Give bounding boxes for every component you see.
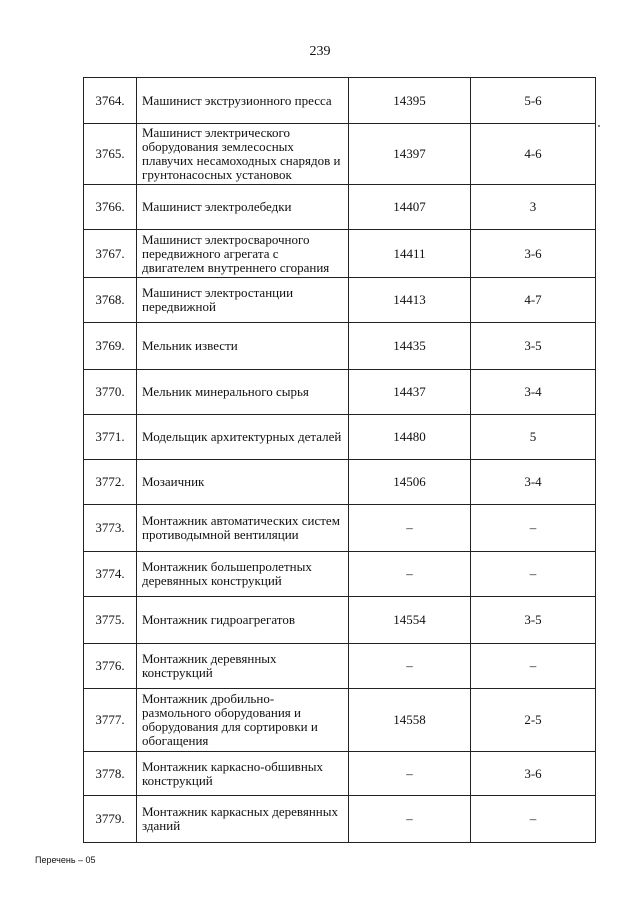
profession-title: Монтажник каркасно-обшивных конструкций [137, 752, 349, 796]
profession-code: 14506 [349, 460, 471, 505]
footer-label: Перечень – 05 [35, 855, 96, 865]
grade-range: 4-6 [471, 124, 596, 185]
profession-code: 14554 [349, 597, 471, 644]
profession-code: 14411 [349, 230, 471, 278]
profession-code: 14397 [349, 124, 471, 185]
profession-title: Мельник извести [137, 323, 349, 370]
profession-code: 14480 [349, 415, 471, 460]
profession-title: Монтажник автоматических систем противодымной вентиляции [137, 505, 349, 552]
row-number: 3772. [84, 460, 137, 505]
profession-code: 14437 [349, 370, 471, 415]
table-row [84, 124, 596, 185]
row-number: 3769. [84, 323, 137, 370]
profession-table [83, 77, 596, 843]
scan-speck [598, 125, 600, 127]
grade-range: 4-7 [471, 278, 596, 323]
profession-title: Мозаичник [137, 460, 349, 505]
profession-code: 14413 [349, 278, 471, 323]
table-row [84, 644, 596, 689]
profession-code: 14407 [349, 185, 471, 230]
grade-range: 5-6 [471, 78, 596, 124]
row-number: 3777. [84, 689, 137, 752]
grade-range: – [471, 644, 596, 689]
row-number: 3767. [84, 230, 137, 278]
table-row [84, 505, 596, 552]
profession-code: – [349, 644, 471, 689]
profession-title: Монтажник каркасных деревянных зданий [137, 796, 349, 843]
grade-range: 2-5 [471, 689, 596, 752]
table-row [84, 415, 596, 460]
grade-range: 5 [471, 415, 596, 460]
profession-title: Мельник минерального сырья [137, 370, 349, 415]
grade-range: 3-5 [471, 597, 596, 644]
grade-range: 3-6 [471, 230, 596, 278]
grade-range: – [471, 796, 596, 843]
row-number: 3768. [84, 278, 137, 323]
grade-range: 3-4 [471, 370, 596, 415]
profession-code: – [349, 796, 471, 843]
table-row [84, 185, 596, 230]
row-number: 3770. [84, 370, 137, 415]
row-number: 3771. [84, 415, 137, 460]
row-number: 3766. [84, 185, 137, 230]
row-number: 3774. [84, 552, 137, 597]
table-row [84, 370, 596, 415]
table-body [84, 78, 596, 843]
table-row [84, 752, 596, 796]
profession-title: Машинист экструзионного пресса [137, 78, 349, 124]
row-number: 3765. [84, 124, 137, 185]
grade-range: 3-5 [471, 323, 596, 370]
table-row [84, 78, 596, 124]
page-number: 239 [309, 44, 331, 59]
grade-range: 3 [471, 185, 596, 230]
row-number: 3779. [84, 796, 137, 843]
table-row [84, 323, 596, 370]
row-number: 3773. [84, 505, 137, 552]
grade-range: – [471, 505, 596, 552]
profession-title: Машинист электростанции передвижной [137, 278, 349, 323]
table-row [84, 552, 596, 597]
profession-code: 14395 [349, 78, 471, 124]
table-row [84, 460, 596, 505]
table-row [84, 597, 596, 644]
profession-code: – [349, 505, 471, 552]
row-number: 3776. [84, 644, 137, 689]
profession-code: 14435 [349, 323, 471, 370]
profession-title: Монтажник гидроагрегатов [137, 597, 349, 644]
row-number: 3764. [84, 78, 137, 124]
grade-range: 3-4 [471, 460, 596, 505]
row-number: 3775. [84, 597, 137, 644]
table-row [84, 689, 596, 752]
profession-title: Модельщик архитектурных деталей [137, 415, 349, 460]
profession-title: Монтажник большепролетных деревянных конструкций [137, 552, 349, 597]
table-row [84, 230, 596, 278]
grade-range: 3-6 [471, 752, 596, 796]
profession-title: Машинист электрического оборудования землесосных плавучих несамоходных снарядов и грунтонасосных установок [137, 124, 349, 185]
profession-title: Машинист электролебедки [137, 185, 349, 230]
row-number: 3778. [84, 752, 137, 796]
profession-title: Машинист электросварочного передвижного агрегата с двигателем внутреннего сгорания [137, 230, 349, 278]
profession-title: Монтажник деревянных конструкций [137, 644, 349, 689]
profession-code: 14558 [349, 689, 471, 752]
profession-title: Монтажник дробильно-размольного оборудования и оборудования для сортировки и обогащения [137, 689, 349, 752]
grade-range: – [471, 552, 596, 597]
table-row [84, 796, 596, 843]
table-row [84, 278, 596, 323]
profession-code: – [349, 552, 471, 597]
profession-code: – [349, 752, 471, 796]
